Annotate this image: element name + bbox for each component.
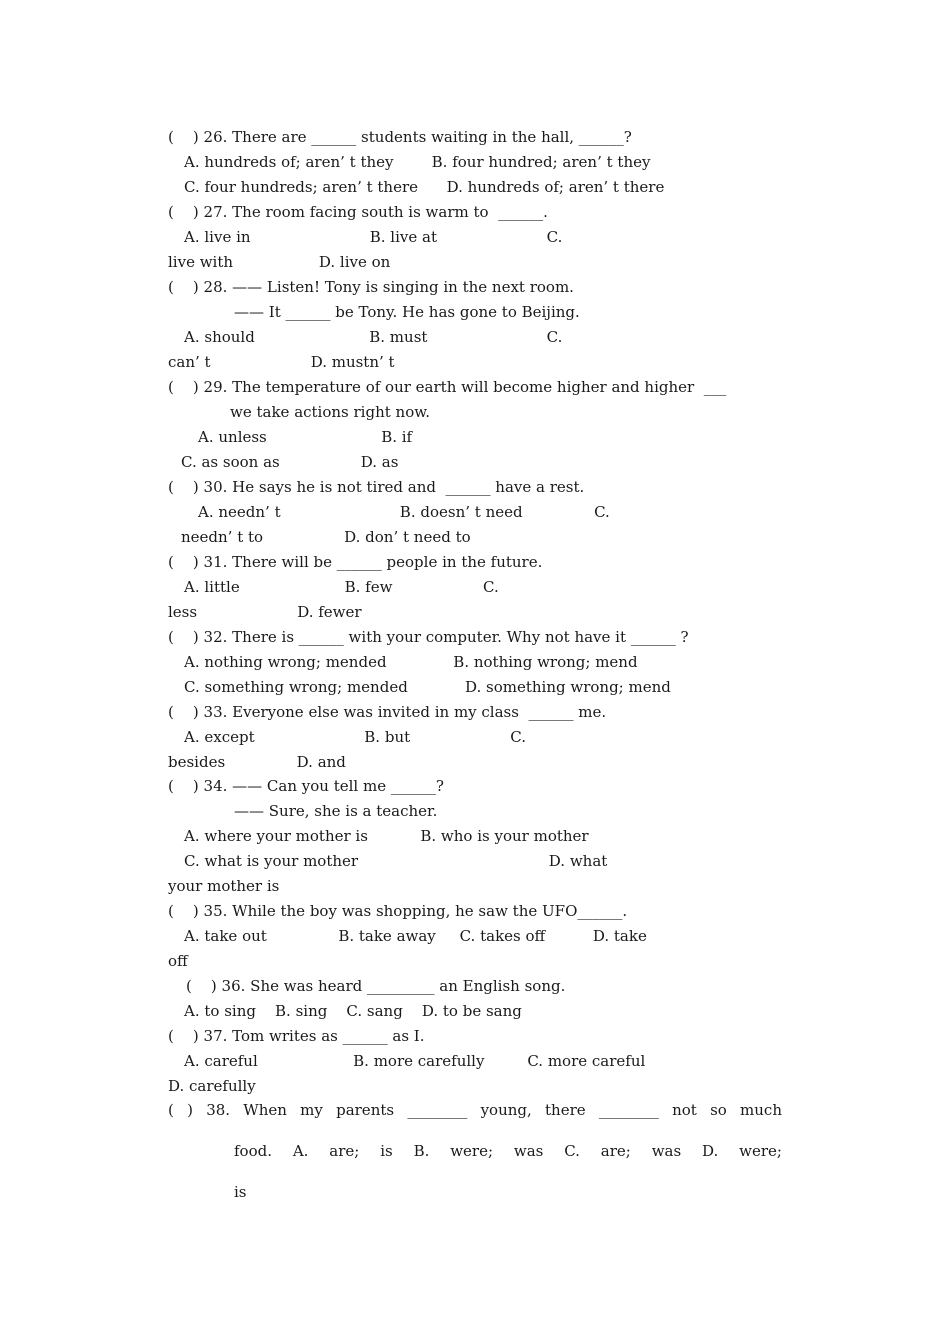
question-31-options-line1: A. little B. few C. (184, 578, 499, 596)
question-36-options: A. to sing B. sing C. sang D. to be sang (184, 1002, 522, 1020)
question-26-options-cd: C. four hundreds; aren’ t there D. hundreds of; aren’ t there (184, 178, 665, 196)
question-26-options-ab: A. hundreds of; aren’ t they B. four hundred; aren’ t they (184, 153, 651, 171)
question-34-options-ab: A. where your mother is B. who is your mother (184, 827, 589, 845)
question-31-options-line2: less D. fewer (168, 603, 362, 621)
question-29-stem-cont: we take actions right now. (230, 403, 431, 421)
question-30-options-line1: A. needn’ t B. doesn’ t need C. (198, 503, 610, 521)
question-30-options-line2: needn’ t to D. don’ t need to (181, 528, 471, 546)
question-37-stem: ( ) 37. Tom writes as ______ as I. (168, 1027, 425, 1045)
question-28-reply: —— It ______ be Tony. He has gone to Beijing. (234, 303, 580, 321)
question-35-stem: ( ) 35. While the boy was shopping, he saw the UFO______. (168, 902, 628, 920)
question-28-options-line1: A. should B. must C. (184, 328, 563, 346)
question-29-stem: ( ) 29. The temperature of our earth will become higher and higher ___ (168, 378, 727, 396)
question-35-options-line1: A. take out B. take away C. takes off D. take (184, 927, 647, 945)
question-28-options-line2: can’ t D. mustn’ t (168, 353, 395, 371)
question-29-options-line2: C. as soon as D. as (181, 453, 399, 471)
question-38-options-cont: is (234, 1183, 247, 1201)
question-31-stem: ( ) 31. There will be ______ people in the future. (168, 553, 543, 571)
question-33-options-line1: A. except B. but C. (184, 728, 526, 746)
question-30-stem: ( ) 30. He says he is not tired and ______ have a rest. (168, 478, 585, 496)
question-27-options-line2: live with D. live on (168, 253, 391, 271)
question-34-options-cont: your mother is (168, 877, 280, 895)
question-34-stem: ( ) 34. —— Can you tell me ______? (168, 777, 444, 795)
question-26-stem: ( ) 26. There are ______ students waiting in the hall, ______? (168, 128, 632, 146)
question-32-options-cd: C. something wrong; mended D. something wrong; mend (184, 678, 671, 696)
question-32-options-ab: A. nothing wrong; mended B. nothing wrong; mend (184, 653, 638, 671)
question-29-options-line1: A. unless B. if (198, 428, 413, 446)
question-34-options-cd: C. what is your mother D. what (184, 852, 608, 870)
question-37-options-line1: A. careful B. more carefully C. more careful (184, 1052, 646, 1070)
question-36-stem: ( ) 36. She was heard _________ an English song. (186, 977, 566, 995)
question-38-options: food. A. are; is B. were; was C. are; was D. were; (234, 1142, 782, 1160)
question-37-options-line2: D. carefully (168, 1077, 256, 1095)
question-33-options-line2: besides D. and (168, 753, 346, 771)
question-28-stem: ( ) 28. —— Listen! Tony is singing in the next room. (168, 278, 574, 296)
question-32-stem: ( ) 32. There is ______ with your computer. Why not have it ______ ? (168, 628, 689, 646)
question-38-stem: ( ) 38. When my parents ________ young, there ________ not so much (168, 1101, 782, 1119)
question-33-stem: ( ) 33. Everyone else was invited in my class ______ me. (168, 703, 607, 721)
question-27-stem: ( ) 27. The room facing south is warm to ______. (168, 203, 548, 221)
question-27-options-line1: A. live in B. live at C. (184, 228, 563, 246)
question-34-reply: —— Sure, she is a teacher. (234, 802, 438, 820)
question-35-options-line2: off (168, 952, 188, 970)
